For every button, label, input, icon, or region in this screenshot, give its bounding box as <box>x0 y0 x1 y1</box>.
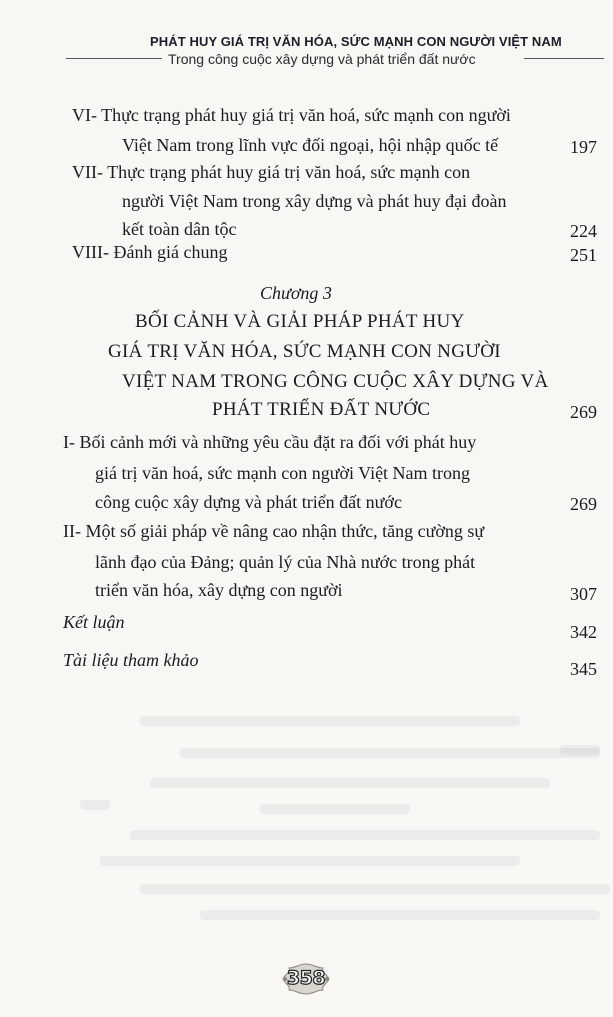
bleed-through-line <box>150 778 550 788</box>
bleed-through-line <box>180 748 600 758</box>
toc-entry-7-line-3: kết toàn dân tộc <box>122 219 237 239</box>
chapter-3-title-line-4: PHÁT TRIỂN ĐẤT NƯỚC <box>212 399 431 420</box>
bleed-through-line <box>200 910 600 920</box>
bleed-through-line <box>130 830 600 840</box>
bleed-through-line <box>140 884 610 894</box>
toc-entry-6-page: 197 <box>570 137 597 157</box>
page-number: 358 <box>286 967 326 989</box>
toc-c3-entry-2-line-2: lãnh đạo của Đảng; quản lý của Nhà nước trong phát <box>95 552 476 572</box>
chapter-3-page: 269 <box>570 402 597 422</box>
toc-conclusion-label: Kết luận <box>63 612 125 632</box>
toc-entry-7-page: 224 <box>570 221 597 241</box>
chapter-3-title-line-3: VIỆT NAM TRONG CÔNG CUỘC XÂY DỰNG VÀ <box>122 371 549 392</box>
toc-c3-entry-2-page: 307 <box>570 584 597 604</box>
header-rule-right <box>524 58 604 59</box>
running-header-title: PHÁT HUY GIÁ TRỊ VĂN HÓA, SỨC MẠNH CON NGƯỜI VIỆT NAM <box>150 34 562 49</box>
toc-references-label: Tài liệu tham khảo <box>63 650 199 670</box>
chapter-3-title-line-1: BỐI CẢNH VÀ GIẢI PHÁP PHÁT HUY <box>135 311 465 332</box>
toc-c3-entry-1-page: 269 <box>570 494 597 514</box>
toc-entry-8-line-1: VIII- Đánh giá chung <box>72 242 228 262</box>
bleed-through-line <box>260 804 410 814</box>
chapter-3-title-line-2: GIÁ TRỊ VĂN HÓA, SỨC MẠNH CON NGƯỜI <box>108 341 501 362</box>
toc-conclusion-page: 342 <box>570 622 597 642</box>
toc-c3-entry-1-line-2: giá trị văn hoá, sức mạnh con người Việt Nam trong <box>95 463 471 483</box>
bleed-through-line <box>80 800 110 810</box>
toc-references-page: 345 <box>570 659 597 679</box>
bleed-through-line <box>100 856 520 866</box>
toc-c3-entry-1-line-3: công cuộc xây dựng và phát triển đất nước <box>95 492 402 512</box>
toc-entry-6-line-1: VI- Thực trạng phát huy giá trị văn hoá, sức mạnh con người <box>72 105 511 125</box>
toc-c3-entry-1-line-1: I- Bối cảnh mới và những yêu cầu đặt ra đối với phát huy <box>63 432 477 452</box>
header-rule-left <box>66 58 162 59</box>
bleed-through-line <box>140 716 520 726</box>
toc-c3-entry-2-line-1: II- Một số giải pháp về nâng cao nhận thức, tăng cường sự <box>63 521 485 541</box>
toc-entry-7-line-1: VII- Thực trạng phát huy giá trị văn hoá, sức mạnh con <box>72 162 471 182</box>
toc-c3-entry-2-line-3: triển văn hóa, xây dựng con người <box>95 580 343 600</box>
toc-entry-8-page: 251 <box>570 245 597 265</box>
toc-entry-6-line-2: Việt Nam trong lĩnh vực đối ngoại, hội nhập quốc tế <box>122 135 499 155</box>
toc-entry-7-line-2: người Việt Nam trong xây dựng và phát huy đại đoàn <box>122 191 507 211</box>
chapter-3-label: Chương 3 <box>260 283 332 303</box>
running-header-subtitle: Trong công cuộc xây dựng và phát triển đất nước <box>168 51 476 67</box>
